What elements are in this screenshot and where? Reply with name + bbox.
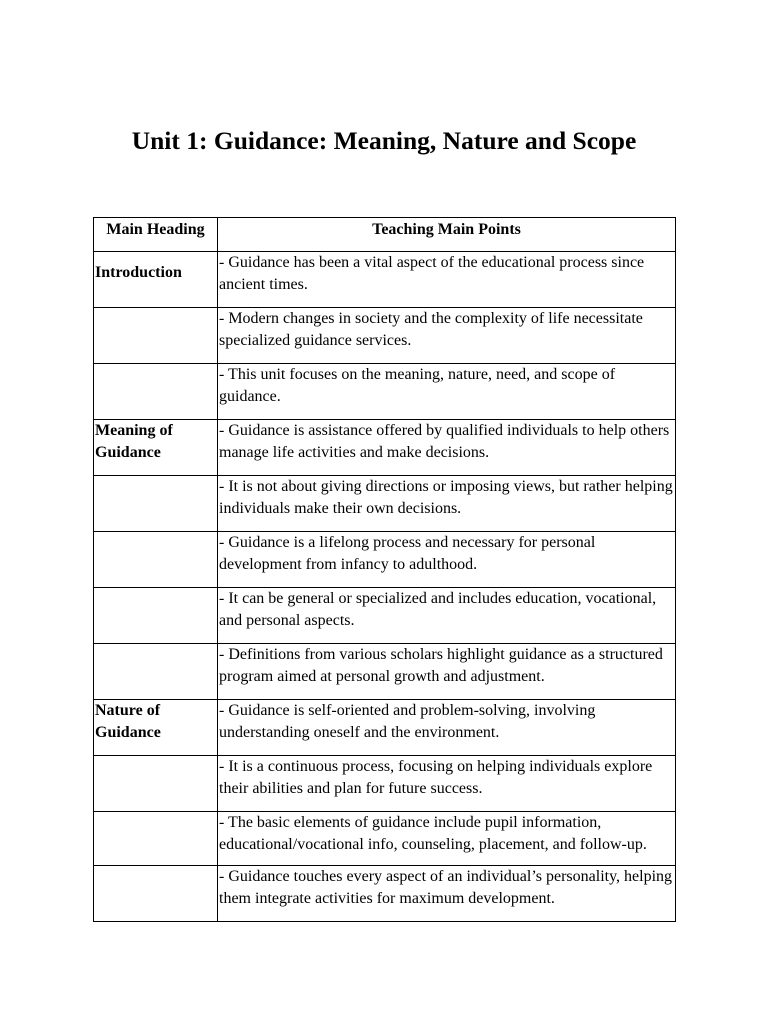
row-heading <box>94 866 218 922</box>
row-point: - It can be general or specialized and includes education, vocational, and personal aspects. <box>218 588 676 644</box>
row-point: - Guidance touches every aspect of an individual’s personality, helping them integrate activities for maximum development. <box>218 866 676 922</box>
table-row <box>94 420 676 476</box>
row-heading <box>94 756 218 812</box>
guidance-table <box>93 217 676 922</box>
row-point: - This unit focuses on the meaning, nature, need, and scope of guidance. <box>218 364 676 420</box>
row-heading <box>94 812 218 866</box>
table-row <box>94 252 676 308</box>
row-point: - It is a continuous process, focusing on helping individuals explore their abilities and plan for future success. <box>218 756 676 812</box>
table-row <box>94 644 676 700</box>
table-header-row <box>94 218 676 252</box>
table-row <box>94 476 676 532</box>
row-point: - It is not about giving directions or imposing views, but rather helping individuals make their own decisions. <box>218 476 676 532</box>
table-row <box>94 812 676 866</box>
table-row <box>94 866 676 922</box>
row-heading: Nature of Guidance <box>94 700 218 756</box>
row-point: - Guidance is a lifelong process and necessary for personal development from infancy to adulthood. <box>218 532 676 588</box>
page-title: Unit 1: Guidance: Meaning, Nature and Scope <box>131 126 637 155</box>
column-header-teaching-main-points: Teaching Main Points <box>218 218 676 252</box>
table-row <box>94 308 676 364</box>
table-row <box>94 756 676 812</box>
row-heading: Introduction <box>94 252 218 308</box>
table-row <box>94 588 676 644</box>
row-heading <box>94 364 218 420</box>
row-point: - Guidance has been a vital aspect of the educational process since ancient times. <box>218 252 676 308</box>
row-heading <box>94 644 218 700</box>
row-point: - Guidance is self-oriented and problem-solving, involving understanding oneself and the environment. <box>218 700 676 756</box>
row-heading <box>94 308 218 364</box>
table-row <box>94 364 676 420</box>
column-header-main-heading: Main Heading <box>94 218 218 252</box>
table-row <box>94 700 676 756</box>
row-heading <box>94 476 218 532</box>
row-point: - The basic elements of guidance include pupil information, educational/vocational info, counseling, placement, and follow-up. <box>218 812 676 866</box>
row-heading <box>94 532 218 588</box>
row-heading <box>94 588 218 644</box>
row-heading: Meaning of Guidance <box>94 420 218 476</box>
row-point: - Definitions from various scholars highlight guidance as a structured program aimed at personal growth and adjustment. <box>218 644 676 700</box>
table-row <box>94 532 676 588</box>
row-point: - Modern changes in society and the complexity of life necessitate specialized guidance services. <box>218 308 676 364</box>
row-point: - Guidance is assistance offered by qualified individuals to help others manage life activities and make decisions. <box>218 420 676 476</box>
